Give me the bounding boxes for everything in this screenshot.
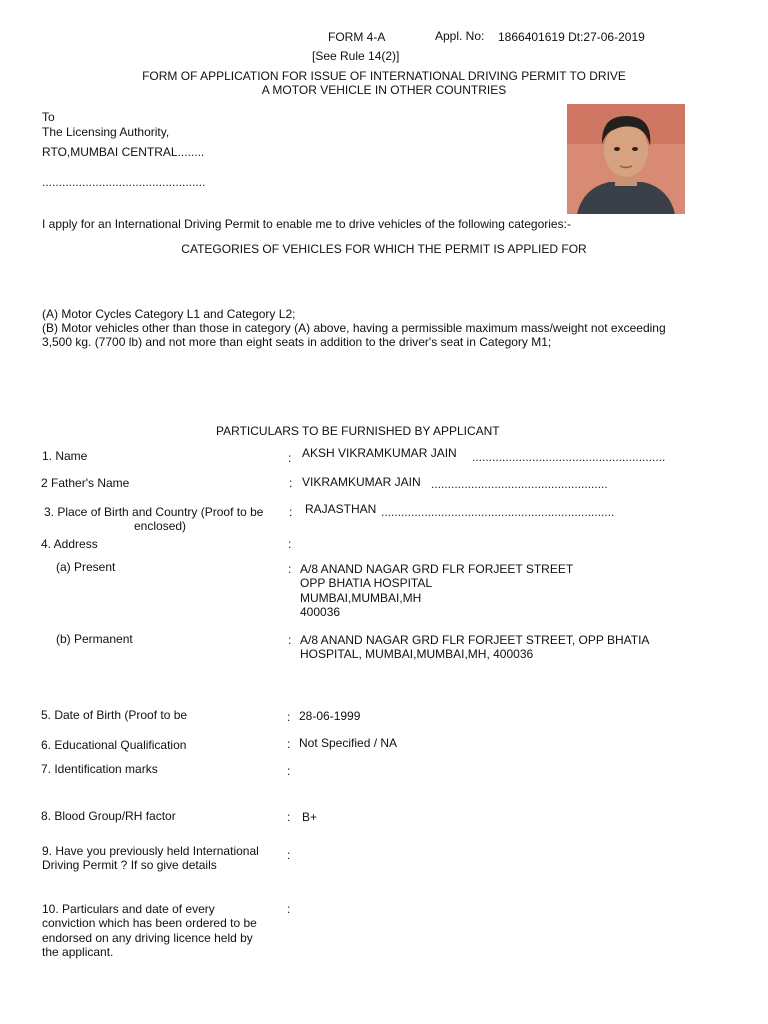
dob-colon: : — [287, 710, 291, 724]
identification-label: 7. Identification marks — [41, 762, 158, 776]
birthplace-value: RAJASTHAN — [305, 502, 377, 516]
category-b-line-2: 3,500 kg. (7700 lb) and not more than eight seats in addition to the driver's seat in Category M1; — [42, 335, 552, 349]
category-b-line-1: (B) Motor vehicles other than those in category (A) above, having a permissible maximum mass/weight not exceeding — [42, 321, 666, 335]
form-title-line-2: A MOTOR VEHICLE IN OTHER COUNTRIES — [261, 83, 507, 97]
birthplace-colon: : — [289, 505, 293, 519]
father-name-colon: : — [289, 476, 293, 490]
birthplace-label-line-1: 3. Place of Birth and Country (Proof to be — [44, 505, 264, 519]
father-name-value: VIKRAMKUMAR JAIN — [302, 475, 421, 489]
present-address-colon: : — [288, 562, 292, 576]
permanent-address-line-2: HOSPITAL, MUMBAI,MUMBAI,MH, 400036 — [300, 647, 534, 661]
present-address-label: (a) Present — [56, 560, 116, 574]
convictions-label-line-1: 10. Particulars and date of every — [42, 902, 215, 916]
categories-heading: CATEGORIES OF VEHICLES FOR WHICH THE PERMIT IS APPLIED FOR — [181, 242, 587, 256]
name-value: AKSH VIKRAMKUMAR JAIN — [302, 446, 457, 460]
convictions-label-line-2: conviction which has been ordered to be — [42, 916, 257, 930]
present-address-line-2: OPP BHATIA HOSPITAL — [300, 576, 433, 590]
permanent-address-line-1: A/8 ANAND NAGAR GRD FLR FORJEET STREET, OPP BHATIA — [300, 633, 650, 647]
previous-idp-label-line-2: Driving Permit ? If so give details — [42, 858, 217, 872]
address-label: 4. Address — [41, 537, 98, 551]
rto-value: RTO,MUMBAI CENTRAL — [42, 145, 178, 159]
name-dots: .......................................................... — [472, 450, 666, 464]
father-name-label: 2 Father's Name — [41, 476, 130, 490]
addressee-to: To — [42, 110, 55, 124]
name-label: 1. Name — [42, 449, 88, 463]
convictions-label-line-3: endorsed on any driving licence held by — [42, 931, 253, 945]
name-colon: : — [288, 451, 292, 465]
present-address-line-4: 400036 — [300, 605, 341, 619]
form-number: FORM 4-A — [328, 30, 386, 44]
education-label: 6. Educational Qualification — [41, 738, 187, 752]
particulars-heading: PARTICULARS TO BE FURNISHED BY APPLICANT — [216, 424, 500, 438]
addressee-blank-line: ................................................. — [42, 175, 206, 189]
convictions-colon: : — [287, 902, 291, 916]
education-value: Not Specified / NA — [299, 736, 398, 750]
addressee-authority: The Licensing Authority, — [42, 125, 170, 139]
birthplace-dots: ...................................................................... — [381, 505, 615, 519]
father-name-dots: ..................................................... — [431, 477, 608, 491]
present-address-line-3: MUMBAI,MUMBAI,MH — [300, 591, 422, 605]
dob-label: 5. Date of Birth (Proof to be — [41, 708, 188, 722]
dob-value: 28-06-1999 — [299, 709, 361, 723]
applicant-photo — [567, 104, 685, 214]
applicant-portrait-image — [567, 104, 685, 214]
appl-no-value: 1866401619 Dt:27-06-2019 — [498, 30, 645, 44]
form-title-line-1: FORM OF APPLICATION FOR ISSUE OF INTERNATIONAL DRIVING PERMIT TO DRIVE — [142, 69, 626, 83]
rule-reference: [See Rule 14(2)] — [312, 49, 400, 63]
identification-colon: : — [287, 764, 291, 778]
address-colon: : — [288, 537, 292, 551]
application-statement: I apply for an International Driving Permit to enable me to drive vehicles of the following categories:- — [42, 217, 571, 231]
convictions-label-line-4: the applicant. — [42, 945, 114, 959]
previous-idp-colon: : — [287, 848, 291, 862]
present-address-line-1: A/8 ANAND NAGAR GRD FLR FORJEET STREET — [300, 562, 574, 576]
addressee-rto — [42, 145, 204, 159]
category-a: (A) Motor Cycles Category L1 and Category L2; — [42, 307, 296, 321]
permanent-address-label: (b) Permanent — [56, 632, 133, 646]
birthplace-label-line-2: enclosed) — [134, 519, 187, 533]
blood-group-value: B+ — [302, 810, 318, 824]
previous-idp-label-line-1: 9. Have you previously held International — [42, 844, 259, 858]
appl-no-label: Appl. No: — [435, 29, 485, 43]
permanent-address-colon: : — [288, 633, 292, 647]
blood-group-label: 8. Blood Group/RH factor — [41, 809, 176, 823]
education-colon: : — [287, 737, 291, 751]
rto-dots: ........ — [177, 145, 205, 159]
blood-group-colon: : — [287, 810, 291, 824]
